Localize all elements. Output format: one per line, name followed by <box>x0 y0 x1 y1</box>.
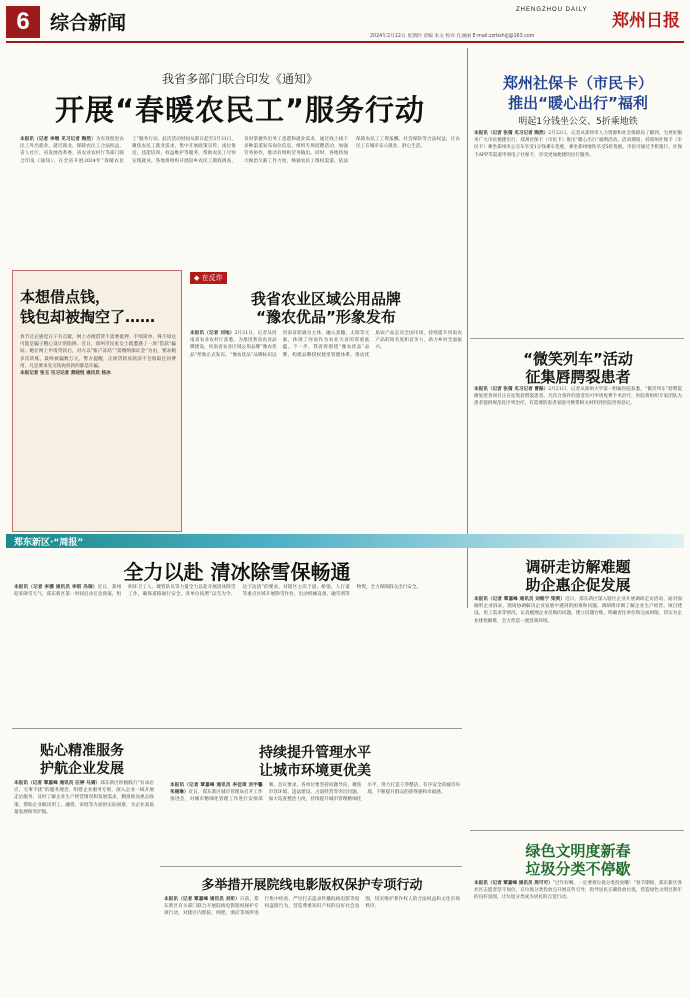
shield-icon: ◆ <box>194 274 200 282</box>
col-divider-right <box>467 48 468 608</box>
a3-headline-1: 本想借点钱， <box>20 288 111 306</box>
a4-headline-1: 我省农业区域公用品牌 <box>250 290 401 308</box>
a6-text: 近日，郑州迎来降雪天气，郑东新区第一时间启动应急预案，组织环卫工人、城管队员等力量全力以赴开展清冰除雪工作，确保道路通行安全。各单位按照“以雪为令、边下边清”的要求，对辖区主次干道、桥梁、人行道等重点区域开展除雪作业，出动机械设备、融雪剂等物资，全力保障群众出行安全。 <box>14 585 422 598</box>
header-rule <box>6 41 684 43</box>
a1-text: 为有效促进农民工外出就业、就近就业，保障农民工合法权益，省人社厅、省发展改革委、省农业农村厅等部门联合印发《通知》，在全省开展2024年“春暖农民工”服务行动。此次活动时间从即日起至3月31日，聚焦农民工就业需求，集中开展政策宣传、岗位推送、技能培训、权益维护等服务，帮助农民工尽快实现就业。各地将组织开展返乡农民工摸底调查，及时掌握外出务工意愿和就业需求，通过线上线下多种渠道发布岗位信息，组织专场招聘活动，加强劳务协作，推动有组织劳务输出。同时，各地将加大根治欠薪工作力度，畅通农民工维权渠道，依法保障农民工工资报酬、社会保险等合法权益，让农民工在城市安心就业、舒心生活。 <box>20 137 460 164</box>
a11-body <box>164 896 460 990</box>
a9-body <box>170 782 460 862</box>
a5-headline-2: 征集唇腭裂患者 <box>525 368 631 386</box>
a9-byline: 本报讯（记者 覃嘉峰 通讯员 李佳琦 刘宇馨 朱丽琳） <box>170 783 263 796</box>
issue-info: 2024年2月22日 星期四 责编 朱文 校对 孔丽丽 E-mail:zzrbshijj@163.com <box>370 34 535 39</box>
paper-name-en: ZHENGZHOU DAILY <box>516 7 588 13</box>
a7-headline-1: 调研走访解难题 <box>525 558 631 576</box>
a6-body <box>14 584 464 724</box>
a7-body <box>474 596 682 826</box>
a3-body <box>20 334 176 524</box>
a3-headline-2: 钱包却被掏空了…… <box>20 308 156 326</box>
a2-subtitle: 明起1分钱坐公交、5折乘地铁 <box>518 117 638 127</box>
a5-text: 2月21日，记者从郑州大学第一附属医院获悉，“微笑列车”唇腭裂修复慈善项目正在征集唇腭裂患者。凡符合条件的患者均可申请免费手术治疗，医院将组织专家团队为患者提供规范化序列治疗。有需要的患者家庭可携带相关材料到医院咨询登记。 <box>474 387 682 407</box>
a2-text: 2月22日，记者从郑州市人力资源和社会保障局了解到，为更好服务广大市民便捷出行，郑州社保卡（市民卡）推出“暖心出行”福利活动。活动期间，持郑州社保卡（市民卡）乘坐郑州市公交车享受1分钱乘车优惠，乘坐郑州地铁享受5折优惠。市民可通过手机银行、社保卡APP等渠道申领电子社保卡，享受更加便捷的出行服务。 <box>474 131 682 158</box>
a1-byline: 本报讯（记者 李继 见习记者 陶然） <box>20 137 96 142</box>
a11-text: 日前，郑东新区有关部门联合开展院线电影版权保护专项行动，对辖区内影院、网吧、酒店等场所进行集中检查，严厉打击盗录传播院线电影等侵权盗版行为，营造尊重知识产权的良好社会氛围，切实维护著作权人的合法权益和文化市场秩序。 <box>164 897 460 917</box>
a11-headline: 多举措开展院线电影版权保护专项行动 <box>201 878 423 893</box>
a1-kicker: 我省多部门联合印发《通知》 <box>161 72 318 86</box>
a2-headline-1: 郑州社保卡（市民卡） <box>502 74 653 92</box>
a9-headline-1: 持续提升管理水平 <box>259 745 371 761</box>
a2-body <box>474 130 682 340</box>
a9-headline-2: 让城市环境更优美 <box>259 763 371 779</box>
a10-body <box>474 880 682 990</box>
a4-body <box>190 330 462 530</box>
a3-byline: 本报记者 张玉 见习记者 黄晓悦 通讯员 杨冰 <box>20 371 111 377</box>
a2-headline-2: 推出“暖心出行”福利 <box>508 94 648 112</box>
a3-text: 春节过后感觉日子有点紧，网上办理借贷不需要抵押、手续简单，殊不知这可能是骗子精心设计的陷阱。近日，郑州市民张女士就遭遇了一场“借款”骗局。她在网上申请贷款后，对方以“账户冻结”“需缴纳保证金”为由，要求她多次转账，最终被骗数万元。警方提醒，正规贷款放款前不会收取任何费用，凡是要求先交钱再放款的都是诈骗。 <box>20 335 176 369</box>
a5-headline-1: “微笑列车”活动 <box>523 350 633 368</box>
a6-headline: 全力以赴 清冰除雪保畅通 <box>123 560 351 584</box>
section-banner <box>6 534 684 548</box>
a9-text: 近日，郑东新区城市管理局召开工作推进会，对城市精细化管理工作进行安排部署。会议要求，各单位要坚持问题导向，聚焦市容环境、违法建设、占道经营等突出问题，加大巡查整治力度，持续提升城市管理精细化水平，努力打造干净整洁、有序安全的城市环境，不断提升群众的获得感和幸福感。 <box>170 783 460 803</box>
a10-headline-1: 绿色文明度新春 <box>525 842 631 860</box>
a3-tag <box>190 272 227 284</box>
banner-title: 郑东新区·“周报” <box>14 538 84 548</box>
a8-byline: 本报讯（记者 覃嘉峰 通讯员 汪婷 马婧） <box>14 781 101 786</box>
a8-body <box>14 780 154 980</box>
a11-top-rule <box>160 866 462 867</box>
a5-body <box>474 386 682 526</box>
a10-headline-2: 垃圾分类不停歇 <box>525 860 631 878</box>
a4-text: 2月21日，记者从河南省农业农村厅获悉，为推进我省农业品牌建设，河南省农业区域公用品牌“豫农优品”形象正式发布。“豫农优品”品牌标识以河南省轮廓为主体，融入麦穗、太阳等元素，体现了河南作为农业大省的厚重底蕴。下一步，我省将围绕“豫农优品”品牌，构建品牌授权使用管理体系，推动优质农产品走向全国市场，持续提升河南农产品的知名度和竞争力，助力乡村全面振兴。 <box>190 331 462 358</box>
a5-byline: 本报讯（记者 张倩 见习记者 曹路） <box>474 387 549 392</box>
a3-tag-label: 在反诈 <box>201 274 223 282</box>
a8-top-rule <box>12 728 462 729</box>
a5-top-rule <box>470 338 684 339</box>
masthead-logo: 郑州日报 <box>612 11 680 31</box>
a10-byline: 本报讯（记者 覃嘉峰 通讯员 周可可） <box>474 881 553 886</box>
page-number: 6 <box>6 6 40 38</box>
a7-headline-2: 助企惠企促发展 <box>525 576 631 594</box>
a7-byline: 本报讯（记者 覃嘉峰 通讯员 刘维宁 梁爽） <box>474 597 566 602</box>
a10-text: “过年好啊，一定要将垃圾分类投放哦！”春节期间，郑东新区各社区志愿者坚守岗位，在垃圾分类投放点开展宣传引导，指导居民正确投放垃圾，营造绿色文明过新年的良好氛围，让垃圾分类成为居民的自觉行动。 <box>474 881 682 901</box>
a11-byline: 本报讯（记者 覃嘉峰 通讯员 刘昕） <box>164 897 240 902</box>
a7-text: 近日，郑东新区深入辖区企业开展调研走访活动，面对面倾听企业诉求，现场协调解决企业发展中遇到的困难和问题。调研组详细了解企业生产经营、项目建设、用工需求等情况，认真梳理企业反映的问题，建立问题台账，明确责任单位和完成时限，切实为企业排忧解难，全力营造一流营商环境。 <box>474 597 682 624</box>
a8-headline-1: 贴心精准服务 <box>40 743 124 759</box>
a2-byline: 本报讯（记者 张倩 见习记者 陶然） <box>474 131 549 136</box>
a10-top-rule <box>470 830 684 831</box>
a6-byline: 本报讯（记者 李娜 通讯员 李昭 冯瑞） <box>14 585 98 590</box>
section-title: 综合新闻 <box>50 12 127 34</box>
a8-text: 郑东新区积极践行“有求必应、无事不扰”的服务理念，组建企业服务专班，深入企业一线开展走访服务，及时了解企业生产经营情况和发展需求，精准推送惠企政策，帮助企业解决用工、融资、审批等方面的实际困难，为企业高质量发展保驾护航。 <box>14 781 154 815</box>
a4-headline-2: “豫农优品”形象发布 <box>256 308 396 326</box>
a1-body <box>20 136 460 264</box>
a4-byline: 本报讯（记者 刘地） <box>190 331 235 336</box>
a1-headline: 开展“春暖农民工”服务行动 <box>54 93 426 127</box>
a8-headline-2: 护航企业发展 <box>40 761 124 777</box>
